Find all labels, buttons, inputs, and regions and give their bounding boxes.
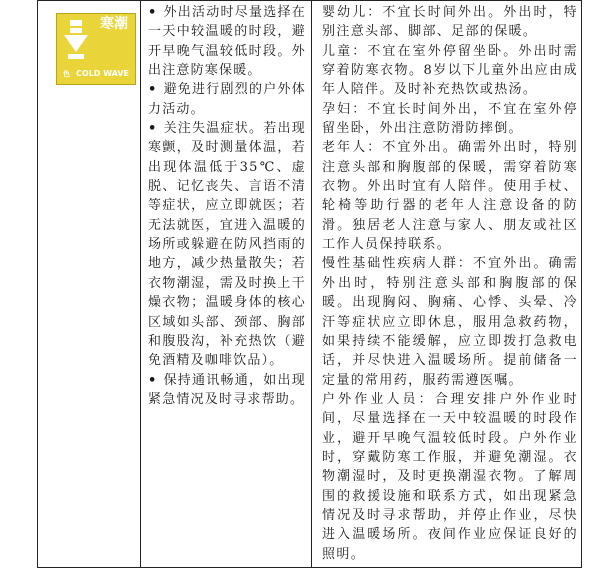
bullet-icon: • [148,121,158,137]
thermometer-arrow-icon [60,18,94,62]
column-divider [140,1,141,567]
guidance-table [37,0,582,568]
advice-item-text: 关注失温症状。若出现寒颤，及时测量体温，若出现体温低于35℃、虚脱、记忆丧失、言语不清等症状，应立即就医；若无法就医，宜进入温暖的场所或躲避在防风挡雨的地方，减少热量散失；若衣物潮湿，需及时换上干燥衣物；温暖身体的核心区域如头部、颈部、胸部和腹股沟，补充热饮（避免酒精及咖啡饮品）。 [148,121,306,369]
cold-wave-warning-icon [56,13,136,85]
icon-cell [38,1,140,567]
bullet-icon: • [148,372,158,388]
advice-item [148,119,306,370]
group-advice-paragraph: 户外作业人员：合理安排户外作业时间，尽量选择在一天中较温暖的时段作业，避开早晚气温较低时段。户外作业时，穿戴防寒工作服，并避免潮湿。衣物潮湿时，及时更换潮湿衣物。了解周围的救援设施和联系方式，如出现紧急情况及时寻求帮助，并停止作业，尽快进入温暖场所。夜间作业应保证良好的照明。 [322,391,578,562]
advice-item [148,80,306,119]
bullet-icon: • [148,5,158,20]
warning-en-label: 色 COLD WAVE [63,69,129,78]
bullet-icon: • [148,82,158,98]
group-advice-list [322,3,578,564]
group-advice-paragraph: 孕妇：不宜长时间外出，不宜在室外停留坐卧，外出注意防滑防摔倒。 [322,101,578,137]
group-advice-cell [317,1,582,567]
group-advice-paragraph: 慢性基础性疾病人群：不宜外出。确需外出时，特别注意头部和胸腹部的保暖。出现胸闷、胸痛、心悸、头晕、冷汗等症状应立即休息，服用急救药物，如果持续不能缓解，应立即拨打急救电话，并尽快进入温暖场所。提前储备一定量的常用药，服药需遵医嘱。 [322,256,578,388]
column-divider [311,1,312,567]
advice-list [148,3,306,409]
group-advice-paragraph: 婴幼儿：不宜长时间外出。外出时，特别注意头部、脚部、足部的保暖。 [322,5,578,40]
group-advice-paragraph: 儿童：不宜在室外停留坐卧。外出时需穿着防寒衣物。8岁以下儿童外出应由成年人陪伴。及时补充热饮或热汤。 [322,43,578,98]
advice-item-text: 避免进行剧烈的户外体力活动。 [148,82,306,117]
advice-item-text: 外出活动时尽量选择在一天中较温暖的时段，避开早晚气温较低时段。外出注意防寒保暖。 [148,5,306,79]
advice-item [148,3,306,80]
general-advice-cell [142,1,311,567]
warning-cn-label: 寒潮 [100,16,128,32]
group-advice-paragraph: 老年人：不宜外出。确需外出时，特别注意头部和胸腹部的保暖，需穿着防寒衣物。外出时宜有人陪伴。使用手杖、轮椅等助行器的老年人注意设备的防滑。独居老人注意与家人、朋友或社区工作人员保持联系。 [322,140,578,253]
advice-item-text: 保持通讯畅通，如出现紧急情况及时寻求帮助。 [148,372,306,407]
advice-item [148,371,306,410]
